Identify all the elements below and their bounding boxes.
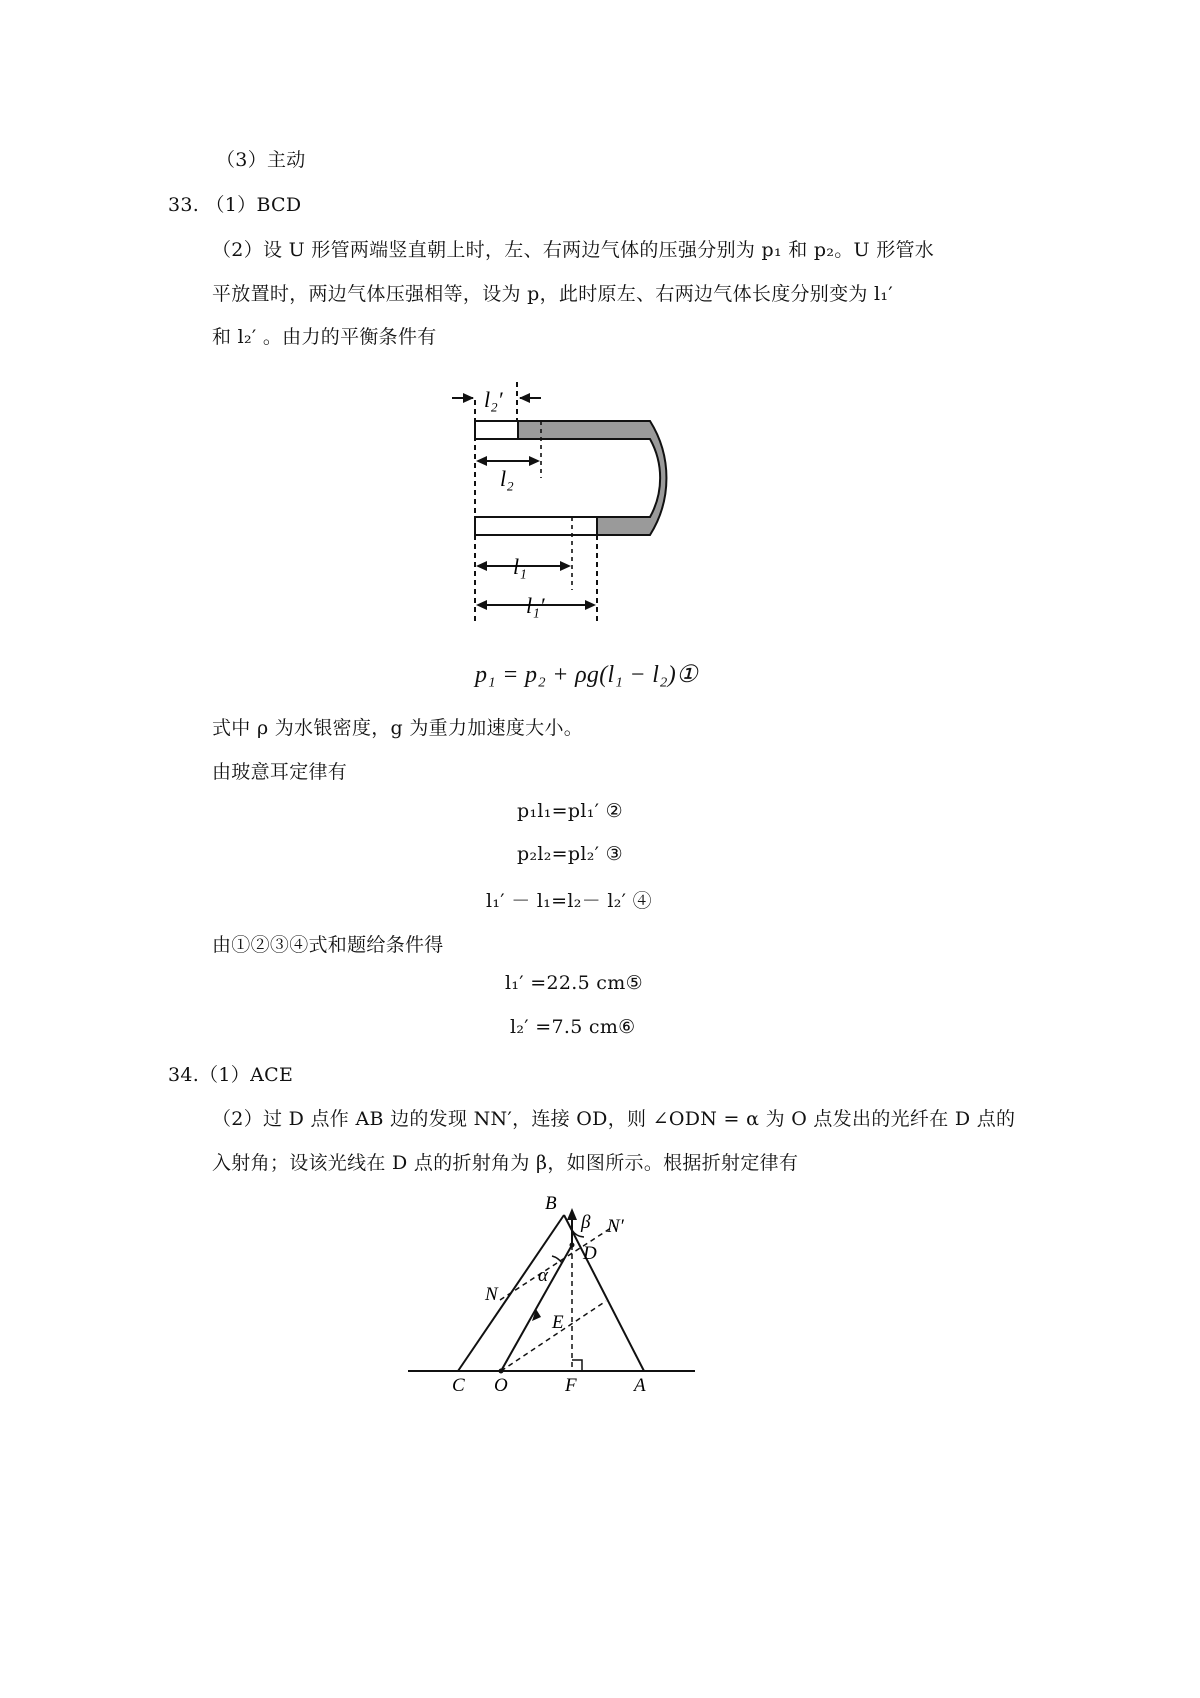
equation-3: p₂l₂=pl₂′ ③ (517, 843, 623, 865)
prism-diagram (0, 1190, 1200, 1430)
ray-OD (501, 1245, 572, 1371)
right-angle-mark (572, 1360, 582, 1371)
label-C: C (452, 1375, 465, 1396)
equation-1-note: 式中 ρ 为水银密度，g 为重力加速度大小。 (212, 717, 584, 739)
question-33-part2-line3: 和 l₂′ 。由力的平衡条件有 (212, 326, 437, 348)
label-B: B (545, 1193, 557, 1214)
question-33-part2-line1: （2）设 U 形管两端竖直朝上时，左、右两边气体的压强分别为 p₁ 和 p₂。U 形管水 (212, 239, 935, 261)
lower-tube-air (475, 517, 597, 535)
question-34-part2-line2: 入射角；设该光线在 D 点的折射角为 β，如图所示。根据折射定律有 (212, 1152, 799, 1174)
label-O: O (494, 1375, 508, 1396)
alpha-arc (552, 1256, 562, 1263)
equation-1: p₁ = p₂ + ρg(l₁ − l₂)① (475, 662, 698, 688)
label-N-prime: N′ (607, 1216, 624, 1237)
equation-2: p₁l₁=pl₁′ ② (517, 800, 623, 822)
label-F: F (565, 1375, 577, 1396)
u-tube-diagram (0, 380, 1200, 680)
question-33-answer-1: 33. （1）BCD (168, 194, 302, 216)
question-34-answer-1: 34.（1）ACE (168, 1064, 294, 1086)
label-D: D (583, 1243, 597, 1264)
answer-3-line: （3）主动 (216, 149, 306, 171)
equation-5: l₁′ =22.5 cm⑤ (505, 972, 643, 994)
side-BA (564, 1215, 644, 1371)
l2-prime-label: l₂′ (484, 387, 503, 412)
l2-label: l₂ (500, 466, 514, 491)
label-A: A (634, 1375, 646, 1396)
label-N: N (485, 1284, 498, 1305)
l1-label: l₁ (513, 554, 527, 579)
equation-6: l₂′ =7.5 cm⑥ (510, 1016, 636, 1038)
l1-prime-label: l₁′ (526, 593, 545, 618)
normal-NN-prime (500, 1226, 614, 1300)
upper-tube-air (475, 421, 518, 439)
question-33-part2-line2: 平放置时，两边气体压强相等，设为 p，此时原左、右两边气体长度分别变为 l₁′ (212, 283, 893, 305)
question-34-part2-line1: （2）过 D 点作 AB 边的发现 NN′，连接 OD，则 ∠ODN = α 为 O 点发出的光纤在 D 点的 (212, 1108, 1016, 1130)
label-alpha: α (538, 1265, 548, 1286)
boyle-law-intro: 由玻意耳定律有 (212, 761, 348, 783)
result-intro: 由①②③④式和题给条件得 (212, 934, 444, 956)
label-E: E (552, 1312, 564, 1333)
label-beta: β (581, 1212, 591, 1233)
equation-4: l₁′ － l₁=l₂－ l₂′ ④ (486, 890, 652, 912)
